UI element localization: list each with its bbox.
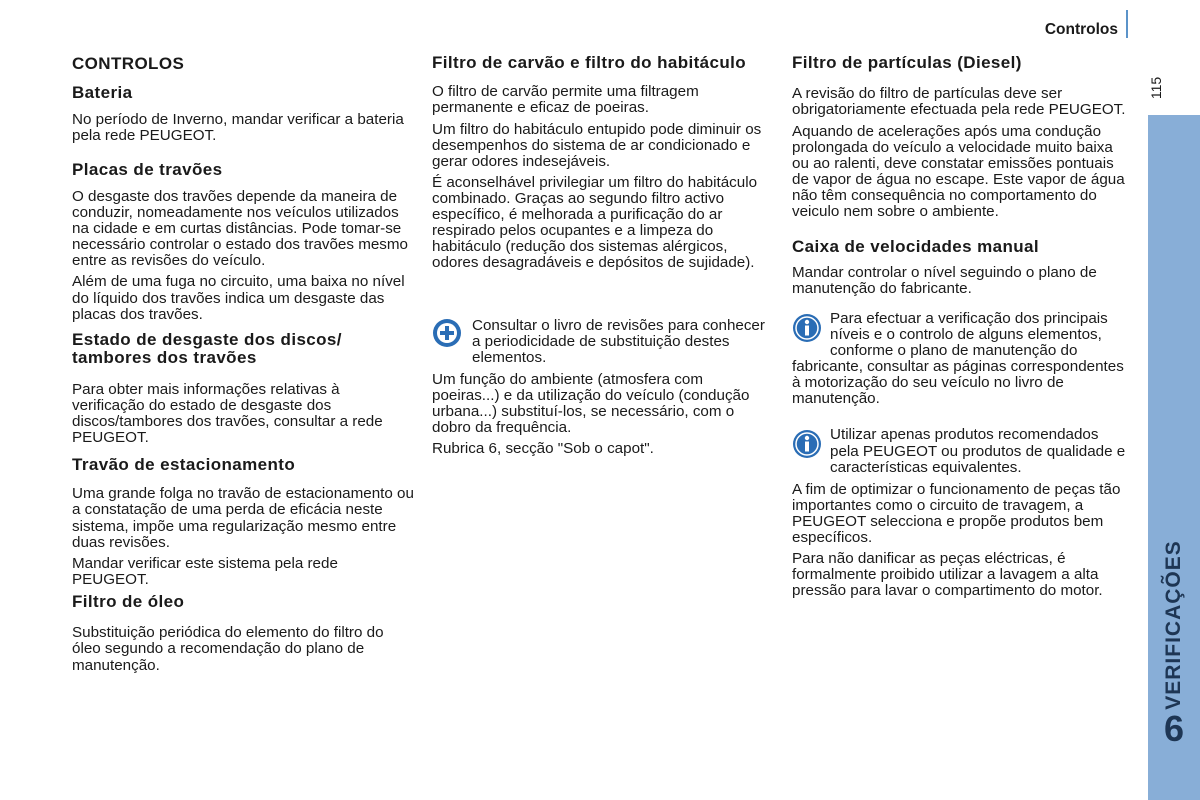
column-2	[432, 54, 767, 462]
heading-travao-estacionamento: Travão de estacionamento	[72, 454, 296, 474]
paragraph: Mandar controlar o nível seguindo o plano de manutenção do fabricante.	[792, 263, 1097, 297]
paragraph: Rubrica 6, secção "Sob o capot".	[432, 440, 654, 458]
paragraph: A revisão do filtro de partículas deve ser obrigatoriamente efectuada pela rede PEUGEOT.	[792, 85, 1126, 119]
paragraph: Além de uma fuga no circuito, uma baixa no nível do líquido dos travões indica um desgaste das placas dos travões.	[72, 273, 405, 323]
column-3	[792, 54, 1130, 605]
paragraph: Aquando de acelerações após uma condução prolongada do veículo a velocidade muito baixa ou ao ralenti, deve constatar emissões pontuais de vapor de água no escape. Este vapor de água não têm consequência no comportamento do veiculo nem sobre o ambiente.	[792, 122, 1125, 221]
heading-filtro-particulas: Filtro de partículas (Diesel)	[792, 53, 1022, 72]
paragraph: A fim de optimizar o funcionamento de peças tão importantes como o circuito de travagem, a PEUGEOT selecciona e propõe produtos bem específicos.	[792, 480, 1121, 547]
chapter-tab-text: VERIFICAÇÕES	[1162, 540, 1185, 710]
note-produtos	[792, 427, 1130, 475]
paragraph: O desgaste dos travões depende da maneira de conduzir, nomeadamente nos veículos utilizados na cidade e em curtas distâncias. Pode tomar-se necessário controlar o estado dos travões mesmo entre as revisões do veículo.	[72, 187, 408, 270]
paragraph: Para obter mais informações relativas à verificação do estado de desgaste dos discos/tambores dos travões, consultar a rede PEUGEOT.	[72, 380, 383, 446]
paragraph: No período de Inverno, mandar verificar a bateria pela rede PEUGEOT.	[72, 111, 404, 145]
plus-circle-icon	[432, 318, 462, 348]
section-title: CONTROLOS	[72, 54, 185, 73]
heading-bateria: Bateria	[72, 83, 133, 102]
page-header-title: Controlos	[1044, 21, 1118, 38]
note-text: Utilizar apenas produtos recomendados pela PEUGEOT ou produtos de qualidade e características equivalentes.	[830, 426, 1126, 476]
info-circle-icon	[792, 313, 822, 343]
info-circle-icon	[792, 429, 822, 459]
heading-placas: Placas de travões	[72, 159, 223, 179]
heading-discos: Estado de desgaste dos discos/ tambores dos travões	[72, 329, 342, 368]
note-text: Consultar o livro de revisões para conhecer a periodicidade de substituição destes elementos.	[472, 316, 765, 366]
chapter-number: 6	[1163, 708, 1185, 749]
heading-filtro-carvao: Filtro de carvão e filtro do habitáculo	[432, 53, 747, 72]
note-revisoes	[432, 318, 767, 366]
note-verificacao	[792, 311, 1130, 408]
column-1	[72, 54, 414, 679]
paragraph: Uma grande folga no travão de estacionamento ou a constatação de uma perda de eficácia neste sistema, impõe uma regularização mesmo entre duas revisões.	[72, 485, 414, 551]
paragraph: O filtro de carvão permite uma filtragem permanente e eficaz de poeiras.	[432, 83, 699, 117]
paragraph: É aconselhável privilegiar um filtro do habitáculo combinado. Graças ao segundo filtro activo específico, é melhorada a purificação do ar respirado pelos ocupantes e a limpeza do habitáculo (redução dos sistemas alérgicos, odores desagradáveis e depósitos de sujidade).	[432, 173, 758, 272]
header-rule	[1126, 10, 1128, 38]
paragraph: Para não danificar as peças eléctricas, é formalmente proibido utilizar a lavagem a alta pressão para lavar o compartimento do motor.	[792, 550, 1103, 600]
paragraph: Um filtro do habitáculo entupido pode diminuir os desempenhos do sistema de ar condicionado e gerar odores indesejáveis.	[432, 120, 762, 170]
paragraph: Mandar verificar este sistema pela rede PEUGEOT.	[72, 554, 338, 588]
chapter-tab-label	[1148, 540, 1200, 710]
paragraph: Um função do ambiente (atmosfera com poeiras...) e da utilização do veículo (condução urbana...) substituí-los, se necessário, com o dobro da frequência.	[432, 370, 750, 437]
heading-filtro-oleo: Filtro de óleo	[72, 591, 185, 611]
paragraph: Substituição periódica do elemento do filtro do óleo segundo a recomendação do plano de manutenção.	[72, 624, 384, 674]
note-text: Para efectuar a verificação dos principais níveis e o controlo de alguns elementos, conforme o plano de manutenção do fabricante, consultar as páginas correspondentes à motorização do seu veículo no livro de manutenção.	[792, 309, 1124, 408]
page-number: 115	[1148, 76, 1164, 100]
heading-caixa-velocidades: Caixa de velocidades manual	[792, 237, 1040, 257]
